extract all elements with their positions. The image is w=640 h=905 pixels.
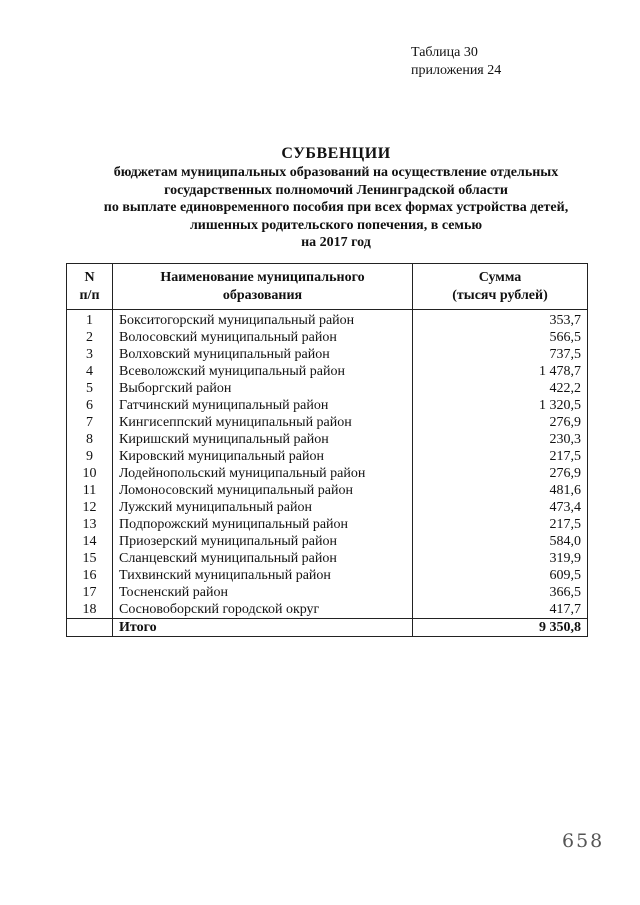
document-title: СУБВЕНЦИИ bbox=[281, 145, 391, 162]
row-name: Приозерский муниципальный район bbox=[113, 533, 413, 550]
table-row bbox=[67, 499, 588, 516]
total-number-cell bbox=[67, 619, 113, 637]
row-number: 12 bbox=[67, 499, 113, 516]
row-name: Тихвинский муниципальный район bbox=[113, 567, 413, 584]
table-row bbox=[67, 584, 588, 601]
row-name: Гатчинский муниципальный район bbox=[113, 397, 413, 414]
subventions-table bbox=[66, 263, 588, 637]
heading-year: на 2017 год bbox=[301, 235, 371, 250]
row-name: Лодейнопольский муниципальный район bbox=[113, 465, 413, 482]
table-reference bbox=[411, 44, 501, 80]
row-name: Подпорожский муниципальный район bbox=[113, 516, 413, 533]
row-number: 15 bbox=[67, 550, 113, 567]
row-number: 5 bbox=[67, 380, 113, 397]
table-row bbox=[67, 601, 588, 619]
row-name: Волховский муниципальный район bbox=[113, 346, 413, 363]
table-row bbox=[67, 533, 588, 550]
header-name bbox=[113, 264, 413, 310]
total-amount: 9 350,8 bbox=[413, 619, 588, 637]
row-number: 14 bbox=[67, 533, 113, 550]
table-row bbox=[67, 550, 588, 567]
row-number: 9 bbox=[67, 448, 113, 465]
row-number: 2 bbox=[67, 329, 113, 346]
row-name: Ломоносовский муниципальный район bbox=[113, 482, 413, 499]
row-number: 18 bbox=[67, 601, 113, 619]
header-number-line1: N bbox=[84, 269, 95, 285]
table-header-row bbox=[67, 264, 588, 310]
row-amount: 1 320,5 bbox=[413, 397, 588, 414]
table-row bbox=[67, 482, 588, 499]
row-number: 3 bbox=[67, 346, 113, 363]
row-amount: 584,0 bbox=[413, 533, 588, 550]
header-name-line2: образования bbox=[222, 287, 303, 303]
heading-line: лишенных родительского попечения, в семью bbox=[189, 217, 483, 233]
row-amount: 353,7 bbox=[413, 310, 588, 330]
row-name: Киришский муниципальный район bbox=[113, 431, 413, 448]
row-number: 8 bbox=[67, 431, 113, 448]
row-name: Волосовский муниципальный район bbox=[113, 329, 413, 346]
row-name: Бокситогорский муниципальный район bbox=[113, 310, 413, 330]
row-amount: 1 478,7 bbox=[413, 363, 588, 380]
header-number bbox=[67, 264, 113, 310]
row-number: 10 bbox=[67, 465, 113, 482]
row-amount: 217,5 bbox=[413, 448, 588, 465]
table-row bbox=[67, 414, 588, 431]
row-amount: 276,9 bbox=[413, 414, 588, 431]
row-name: Кингисеппский муниципальный район bbox=[113, 414, 413, 431]
row-amount: 319,9 bbox=[413, 550, 588, 567]
reference-line-appendix: приложения 24 bbox=[411, 63, 502, 78]
table-row bbox=[67, 567, 588, 584]
row-number: 7 bbox=[67, 414, 113, 431]
row-name: Всеволожский муниципальный район bbox=[113, 363, 413, 380]
table-row bbox=[67, 329, 588, 346]
header-name-line1: Наименование муниципального bbox=[160, 269, 365, 285]
row-amount: 417,7 bbox=[413, 601, 588, 619]
row-number: 11 bbox=[67, 482, 113, 499]
row-number: 13 bbox=[67, 516, 113, 533]
heading-line: государственных полномочий Ленинградской области bbox=[164, 182, 508, 198]
row-name: Сосновоборский городской округ bbox=[113, 601, 413, 619]
row-name: Лужский муниципальный район bbox=[113, 499, 413, 516]
row-amount: 230,3 bbox=[413, 431, 588, 448]
row-number: 1 bbox=[67, 310, 113, 330]
total-row bbox=[67, 619, 588, 637]
table-row bbox=[67, 448, 588, 465]
table-row bbox=[67, 380, 588, 397]
header-amount-line1: Сумма bbox=[478, 269, 522, 285]
table-row bbox=[67, 346, 588, 363]
row-amount: 366,5 bbox=[413, 584, 588, 601]
header-number-line2: п/п bbox=[79, 287, 100, 303]
table-row bbox=[67, 516, 588, 533]
total-label: Итого bbox=[113, 619, 413, 637]
row-name: Выборгский район bbox=[113, 380, 413, 397]
heading-line: по выплате единовременного пособия при всех формах устройства детей, bbox=[103, 200, 569, 215]
row-amount: 276,9 bbox=[413, 465, 588, 482]
header-amount bbox=[413, 264, 588, 310]
row-amount: 481,6 bbox=[413, 482, 588, 499]
row-amount: 566,5 bbox=[413, 329, 588, 346]
table-body bbox=[67, 310, 588, 619]
header-amount-line2: (тысяч рублей) bbox=[452, 287, 548, 303]
reference-line-table: Таблица 30 bbox=[411, 45, 478, 60]
row-number: 4 bbox=[67, 363, 113, 380]
row-amount: 473,4 bbox=[413, 499, 588, 516]
row-number: 17 bbox=[67, 584, 113, 601]
row-name: Кировский муниципальный район bbox=[113, 448, 413, 465]
row-number: 6 bbox=[67, 397, 113, 414]
row-amount: 609,5 bbox=[413, 567, 588, 584]
table-row bbox=[67, 431, 588, 448]
row-amount: 422,2 bbox=[413, 380, 588, 397]
row-amount: 217,5 bbox=[413, 516, 588, 533]
table-row bbox=[67, 310, 588, 330]
row-number: 16 bbox=[67, 567, 113, 584]
table-row bbox=[67, 363, 588, 380]
table-row bbox=[67, 397, 588, 414]
row-name: Тосненский район bbox=[113, 584, 413, 601]
row-amount: 737,5 bbox=[413, 346, 588, 363]
document-heading bbox=[60, 144, 612, 252]
row-name: Сланцевский муниципальный район bbox=[113, 550, 413, 567]
table-row bbox=[67, 465, 588, 482]
heading-line: бюджетам муниципальных образований на осуществление отдельных bbox=[113, 165, 559, 180]
page-number: 658 bbox=[562, 830, 605, 852]
